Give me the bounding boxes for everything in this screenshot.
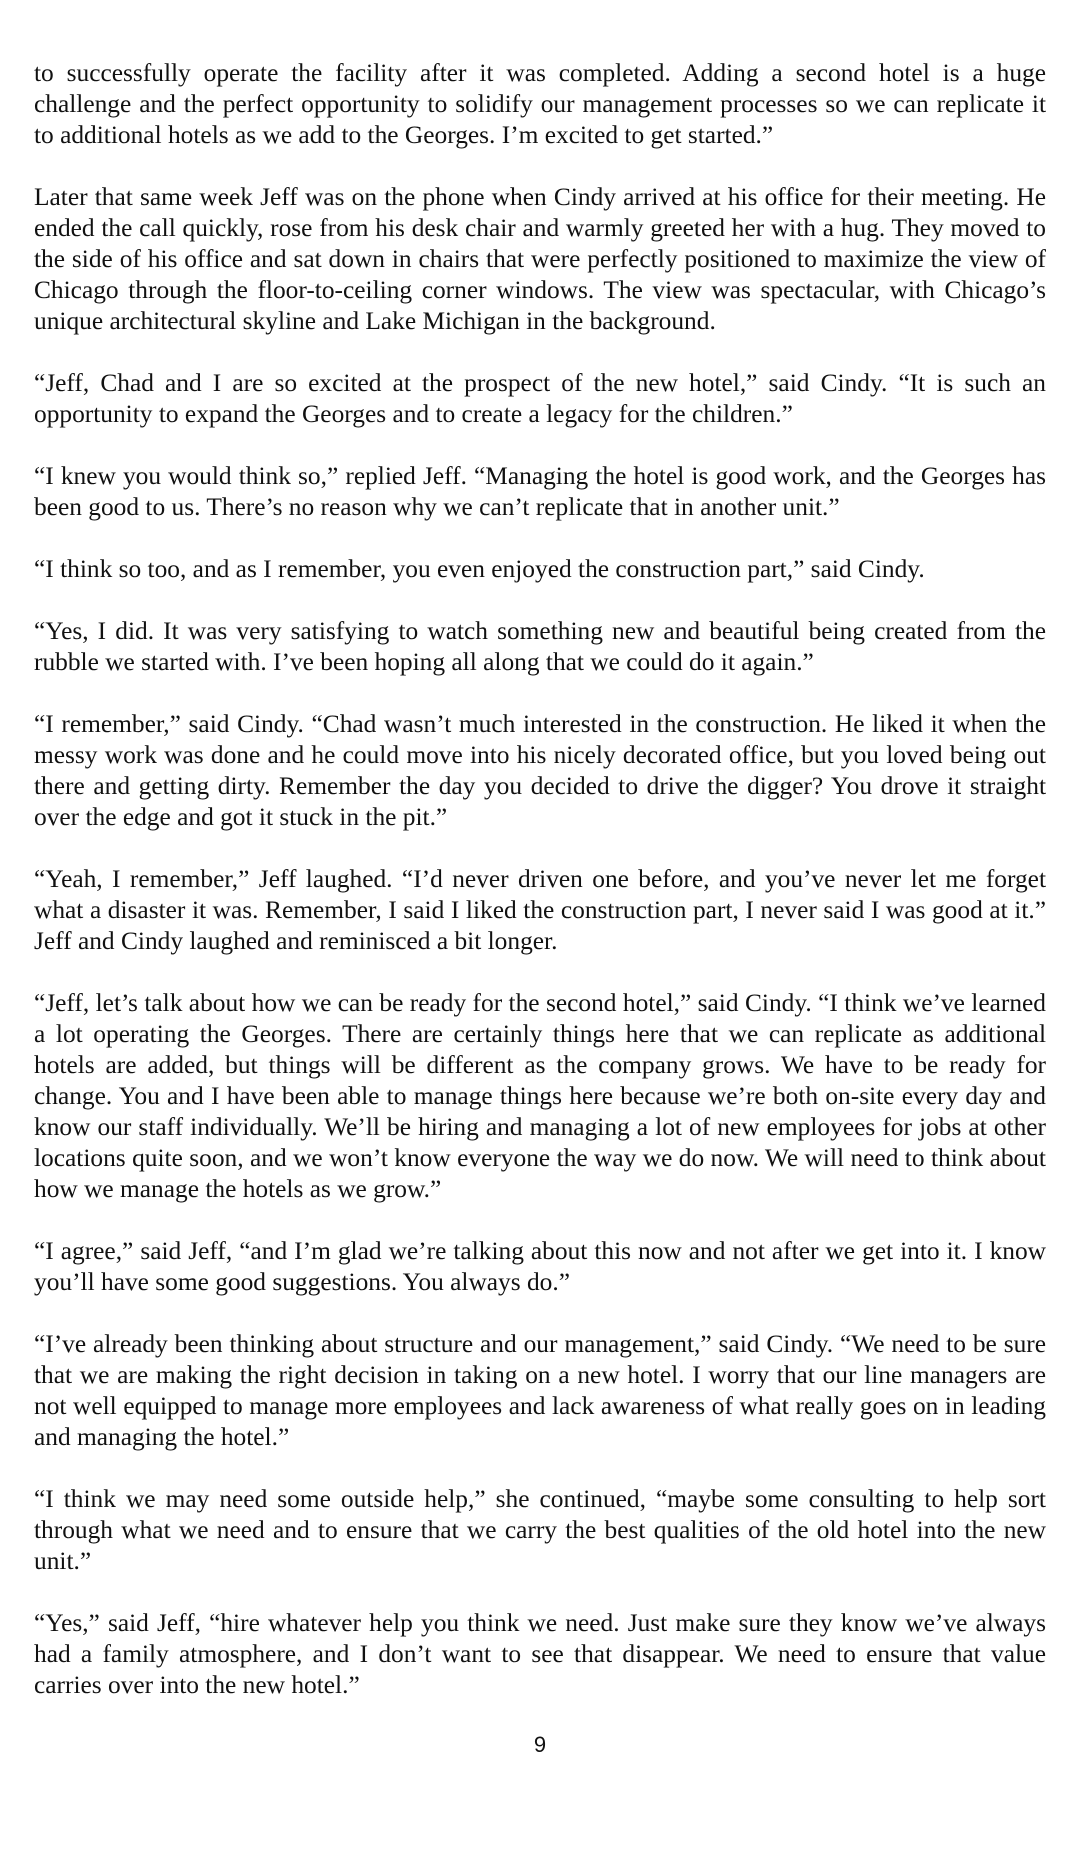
paragraph-7: “I remember,” said Cindy. “Chad wasn’t much interested in the construction. He liked it when the messy work was done and he could move into his nicely decorated office, but you loved being out there and getting dirty. Remember the day you decided to drive the digger? You drove it straight over the edge and got it stuck in the pit.” (34, 710, 1046, 831)
page-number: 9 (533, 1732, 547, 1757)
page-body (34, 58, 1046, 1732)
paragraph-5: “I think so too, and as I remember, you even enjoyed the construction part,” said Cindy. (34, 555, 925, 583)
paragraph-10: “I agree,” said Jeff, “and I’m glad we’re talking about this now and not after we get into it. I know you’ll have some good suggestions. You always do.” (34, 1237, 1046, 1296)
paragraph-12: “I think we may need some outside help,” she continued, “maybe some consulting to help sort through what we need and to ensure that we carry the best qualities of the old hotel into the new unit.” (34, 1485, 1046, 1575)
paragraph-4: “I knew you would think so,” replied Jeff. “Managing the hotel is good work, and the Georges has been good to us. There’s no reason why we can’t replicate that in another unit.” (34, 462, 1046, 521)
paragraph-6: “Yes, I did. It was very satisfying to watch something new and beautiful being created from the rubble we started with. I’ve been hoping all along that we could do it again.” (34, 617, 1046, 676)
paragraph-1: to successfully operate the facility after it was completed. Adding a second hotel is a huge challenge and the perfect opportunity to solidify our management processes so we can replicate it to additional hotels as we add to the Georges. I’m excited to get started.” (34, 59, 1046, 149)
paragraph-13: “Yes,” said Jeff, “hire whatever help you think we need. Just make sure they know we’ve always had a family atmosphere, and I don’t want to see that disappear. We need to ensure that value carries over into the new hotel.” (34, 1609, 1046, 1699)
paragraph-2: Later that same week Jeff was on the phone when Cindy arrived at his office for their meeting. He ended the call quickly, rose from his desk chair and warmly greeted her with a hug. They moved to the side of his office and sat down in chairs that were perfectly positioned to maximize the view of Chicago through the floor-to-ceiling corner windows. The view was spectacular, with Chicago’s unique architectural skyline and Lake Michigan in the background. (34, 183, 1046, 335)
paragraph-3: “Jeff, Chad and I are so excited at the prospect of the new hotel,” said Cindy. “It is such an opportunity to expand the Georges and to create a legacy for the children.” (34, 369, 1046, 428)
paragraph-8: “Yeah, I remember,” Jeff laughed. “I’d never driven one before, and you’ve never let me forget what a disaster it was. Remember, I said I liked the construction part, I never said I was good at it.” Jeff and Cindy laughed and reminisced a bit longer. (34, 865, 1046, 955)
paragraph-11: “I’ve already been thinking about structure and our management,” said Cindy. “We need to be sure that we are making the right decision in taking on a new hotel. I worry that our line managers are not well equipped to manage more employees and lack awareness of what really goes on in leading and managing the hotel.” (34, 1330, 1046, 1451)
paragraph-9: “Jeff, let’s talk about how we can be ready for the second hotel,” said Cindy. “I think we’ve learned a lot operating the Georges. There are certainly things here that we can replicate as additional hotels are added, but things will be different as the company grows. We have to be ready for change. You and I have been able to manage things here because we’re both on-site every day and know our staff individually. We’ll be hiring and managing a lot of new employees for jobs at other locations quite soon, and we won’t know everyone the way we do now. We will need to think about how we manage the hotels as we grow.” (34, 989, 1046, 1203)
